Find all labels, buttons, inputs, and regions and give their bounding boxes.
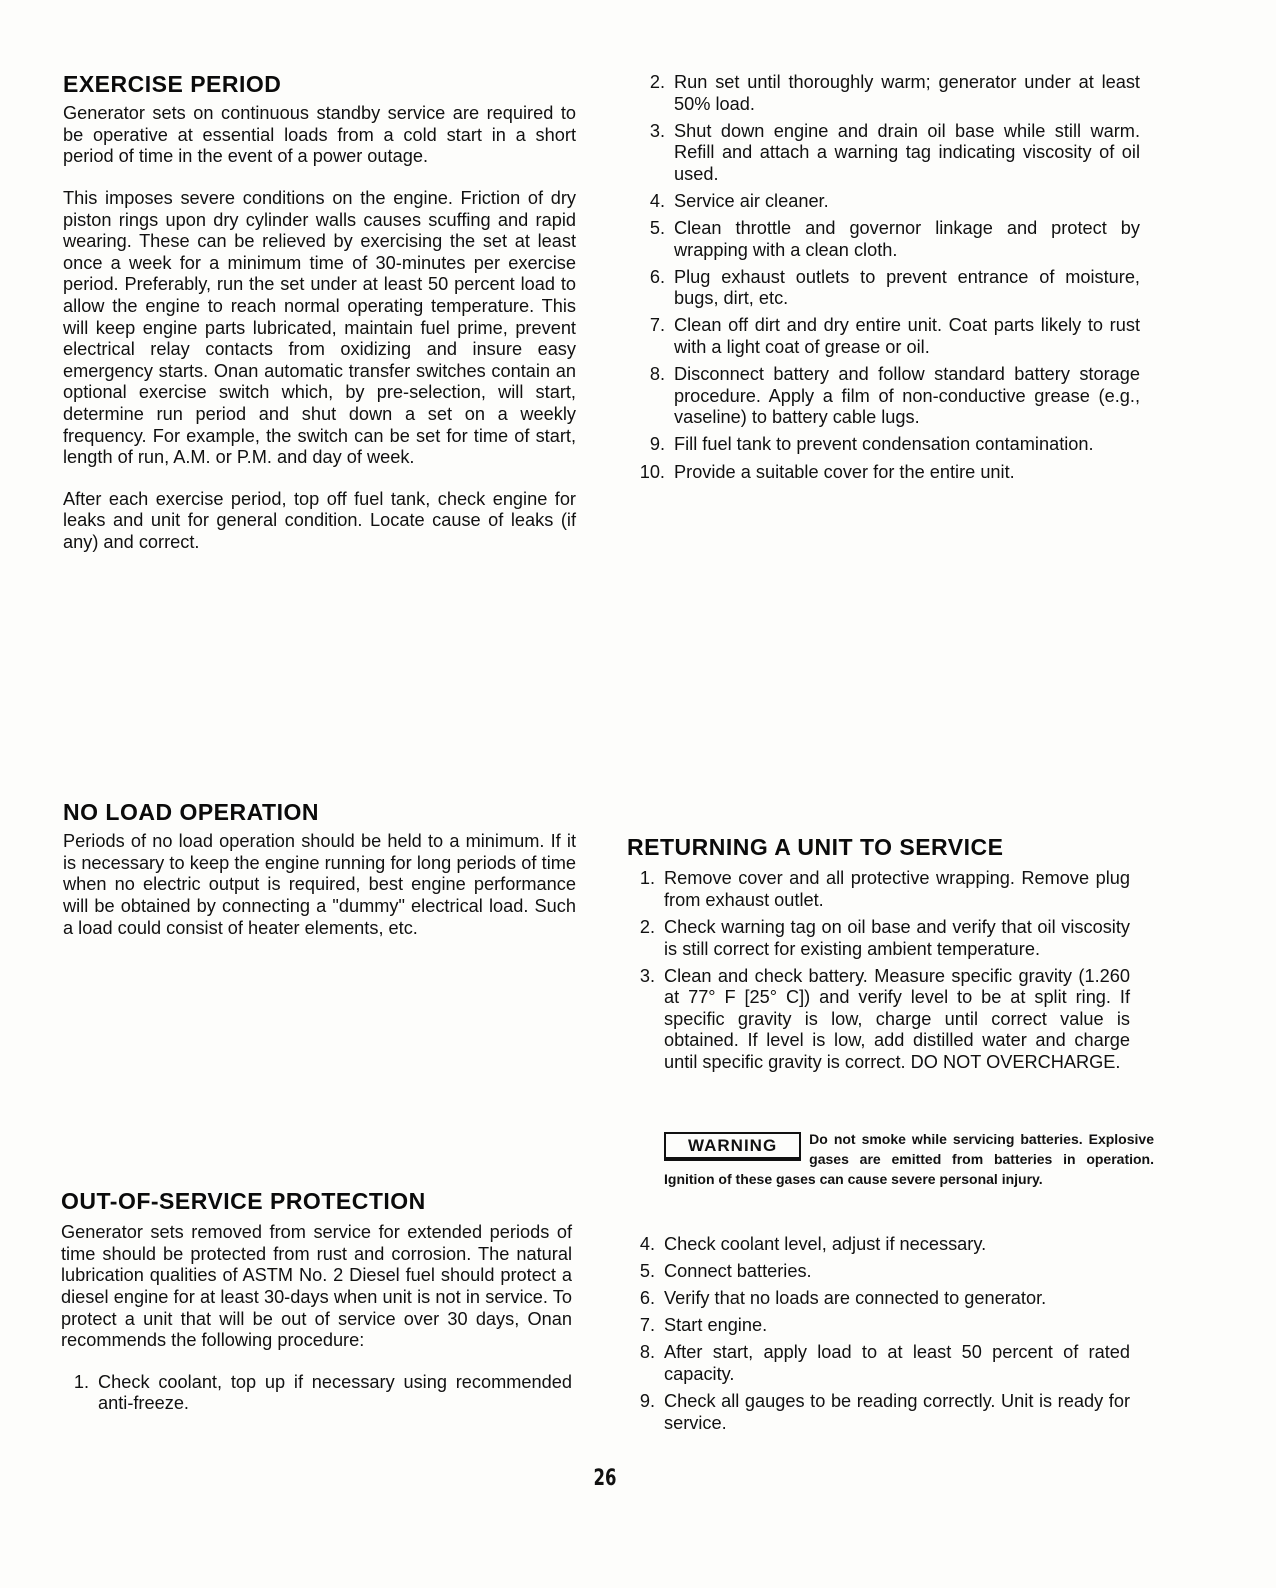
list-item [627,1342,1130,1385]
list-item-text: After start, apply load to at least 50 percent of rated capacity. [664,1342,1130,1384]
list-item-number: 8. [639,1342,655,1363]
list-item [627,1288,1130,1310]
list-item [637,72,1140,115]
no-load-section [63,800,576,939]
section-heading: EXERCISE PERIOD [63,71,282,97]
section-heading: NO LOAD OPERATION [63,799,319,825]
list-item-number: 4. [649,190,665,211]
list-item-number: 3. [639,965,655,986]
numbered-list [627,1234,1130,1434]
numbered-list [61,1372,572,1415]
list-item-text: Connect batteries. [664,1261,812,1282]
list-item [637,434,1140,456]
paragraph: Periods of no load operation should be held to a minimum. If it is necessary to keep the engine running for long periods of time when no electric output is required, best engine performance will be obtained by connecting a "dummy" electrical load. Such a load could consist of heater elements, etc. [63,831,576,938]
list-item-number: 6. [649,266,665,287]
numbered-list [627,868,1130,1073]
list-item-number: 9. [639,1391,655,1412]
list-item-text: Clean throttle and governor linkage and protect by wrapping with a clean cloth. [674,218,1140,260]
list-item-number: 10. [639,461,665,482]
storage-steps-continued [637,72,1140,489]
list-item-text: Service air cleaner. [674,190,829,211]
list-item [637,364,1140,429]
list-item-text: Clean and check battery. Measure specific gravity (1.260 at 77° F [25° C]) and verify level to be at split ring. If specific gravity is low, charge until correct value is obtained. If level is low, add distilled water and charge until specific gravity is correct. DO NOT OVERCHARGE. [664,965,1130,1073]
list-item [627,917,1130,960]
list-item [627,1391,1130,1434]
list-item [637,462,1140,484]
list-item [627,966,1130,1074]
list-item [637,218,1140,261]
list-item-number: 3. [649,120,665,141]
list-item-number: 2. [649,72,665,92]
list-item [627,1315,1130,1337]
page-number: 26 [593,1466,617,1491]
returning-steps-continued [627,1234,1130,1440]
list-item-text: Check all gauges to be reading correctly. Unit is ready for service. [664,1391,1130,1433]
paragraph: Generator sets on continuous standby service are required to be operative at essential loads from a cold start in a short period of time in the event of a power outage. [63,103,576,167]
returning-section [627,835,1130,1079]
list-item [637,315,1140,358]
list-item-number: 6. [639,1288,655,1309]
list-item-text: Provide a suitable cover for the entire unit. [674,461,1015,482]
list-item [637,191,1140,213]
section-heading: RETURNING A UNIT TO SERVICE [627,834,1004,860]
list-item-text: Shut down engine and drain oil base while still warm. Refill and attach a warning tag indicating viscosity of oil used. [674,120,1140,184]
list-item [637,267,1140,310]
list-item-text: Fill fuel tank to prevent condensation contamination. [674,434,1094,455]
list-item-number: 2. [639,916,655,937]
list-item-number: 7. [649,315,665,336]
list-item-number: 5. [649,218,665,239]
list-item-text: Run set until thoroughly warm; generator under at least 50% load. [674,72,1140,114]
warning-label: WARNING [664,1132,801,1161]
list-item-number: 1. [73,1371,89,1392]
list-item [627,868,1130,911]
warning-text: Do not smoke while servicing batteries. Explosive gases are emitted from batteries in operation. Ignition of these gases can cause severe personal injury. [664,1131,1154,1187]
list-item-number: 8. [649,364,665,385]
list-item-text: Check coolant level, adjust if necessary. [664,1234,987,1254]
list-item-text: Check warning tag on oil base and verify that oil viscosity is still correct for existing ambient temperature. [664,916,1130,959]
list-item [637,121,1140,186]
list-item-text: Clean off dirt and dry entire unit. Coat parts likely to rust with a light coat of grease or oil. [674,315,1140,358]
list-item-text: Check coolant, top up if necessary using recommended anti-freeze. [98,1371,572,1414]
numbered-list [637,72,1140,483]
list-item-text: Plug exhaust outlets to prevent entrance of moisture, bugs, dirt, etc. [674,266,1140,309]
list-item-number: 9. [649,434,665,455]
paragraph: After each exercise period, top off fuel tank, check engine for leaks and unit for general condition. Locate cause of leaks (if any) and correct. [63,488,576,552]
list-item-number: 7. [639,1315,655,1336]
list-item [627,1234,1130,1256]
list-item-number: 4. [639,1234,655,1254]
out-of-service-section [61,1189,572,1421]
list-item-number: 5. [639,1261,655,1282]
list-item-text: Start engine. [664,1315,768,1336]
section-heading: OUT-OF-SERVICE PROTECTION [61,1188,426,1214]
exercise-period-section [63,72,576,554]
list-item-number: 1. [639,868,655,889]
paragraph: This imposes severe conditions on the engine. Friction of dry piston rings upon dry cylinder walls causes scuffing and rapid wearing. These can be relieved by exercising the set at least once a week for a minimum time of 30-minutes per exercise period. Preferably, run the set under at least 50 percent load to allow the engine to reach normal operating temperature. This will keep engine parts lubricated, maintain fuel prime, prevent electrical relay contacts from oxidizing and insure easy emergency starts. Onan automatic transfer switches contain an optional exercise switch which, by pre-selection, will start, determine run period and shut down a set on a weekly frequency. For example, the switch can be set for time of start, length of run, A.M. or P.M. and day of week. [63,188,576,468]
list-item-text: Verify that no loads are connected to generator. [664,1288,1047,1309]
list-item-text: Remove cover and all protective wrapping. Remove plug from exhaust outlet. [664,868,1130,910]
list-item [627,1261,1130,1283]
list-item [61,1372,572,1415]
list-item-text: Disconnect battery and follow standard battery storage procedure. Apply a film of non-conductive grease (e.g., vaseline) to battery cable lugs. [674,364,1140,428]
warning-box [664,1129,1154,1189]
paragraph: Generator sets removed from service for extended periods of time should be protected from rust and corrosion. The natural lubrication qualities of ASTM No. 2 Diesel fuel should protect a diesel engine for at least 30-days when unit is not in service. To protect a unit that will be out of service over 30 days, Onan recommends the following procedure: [61,1222,572,1351]
